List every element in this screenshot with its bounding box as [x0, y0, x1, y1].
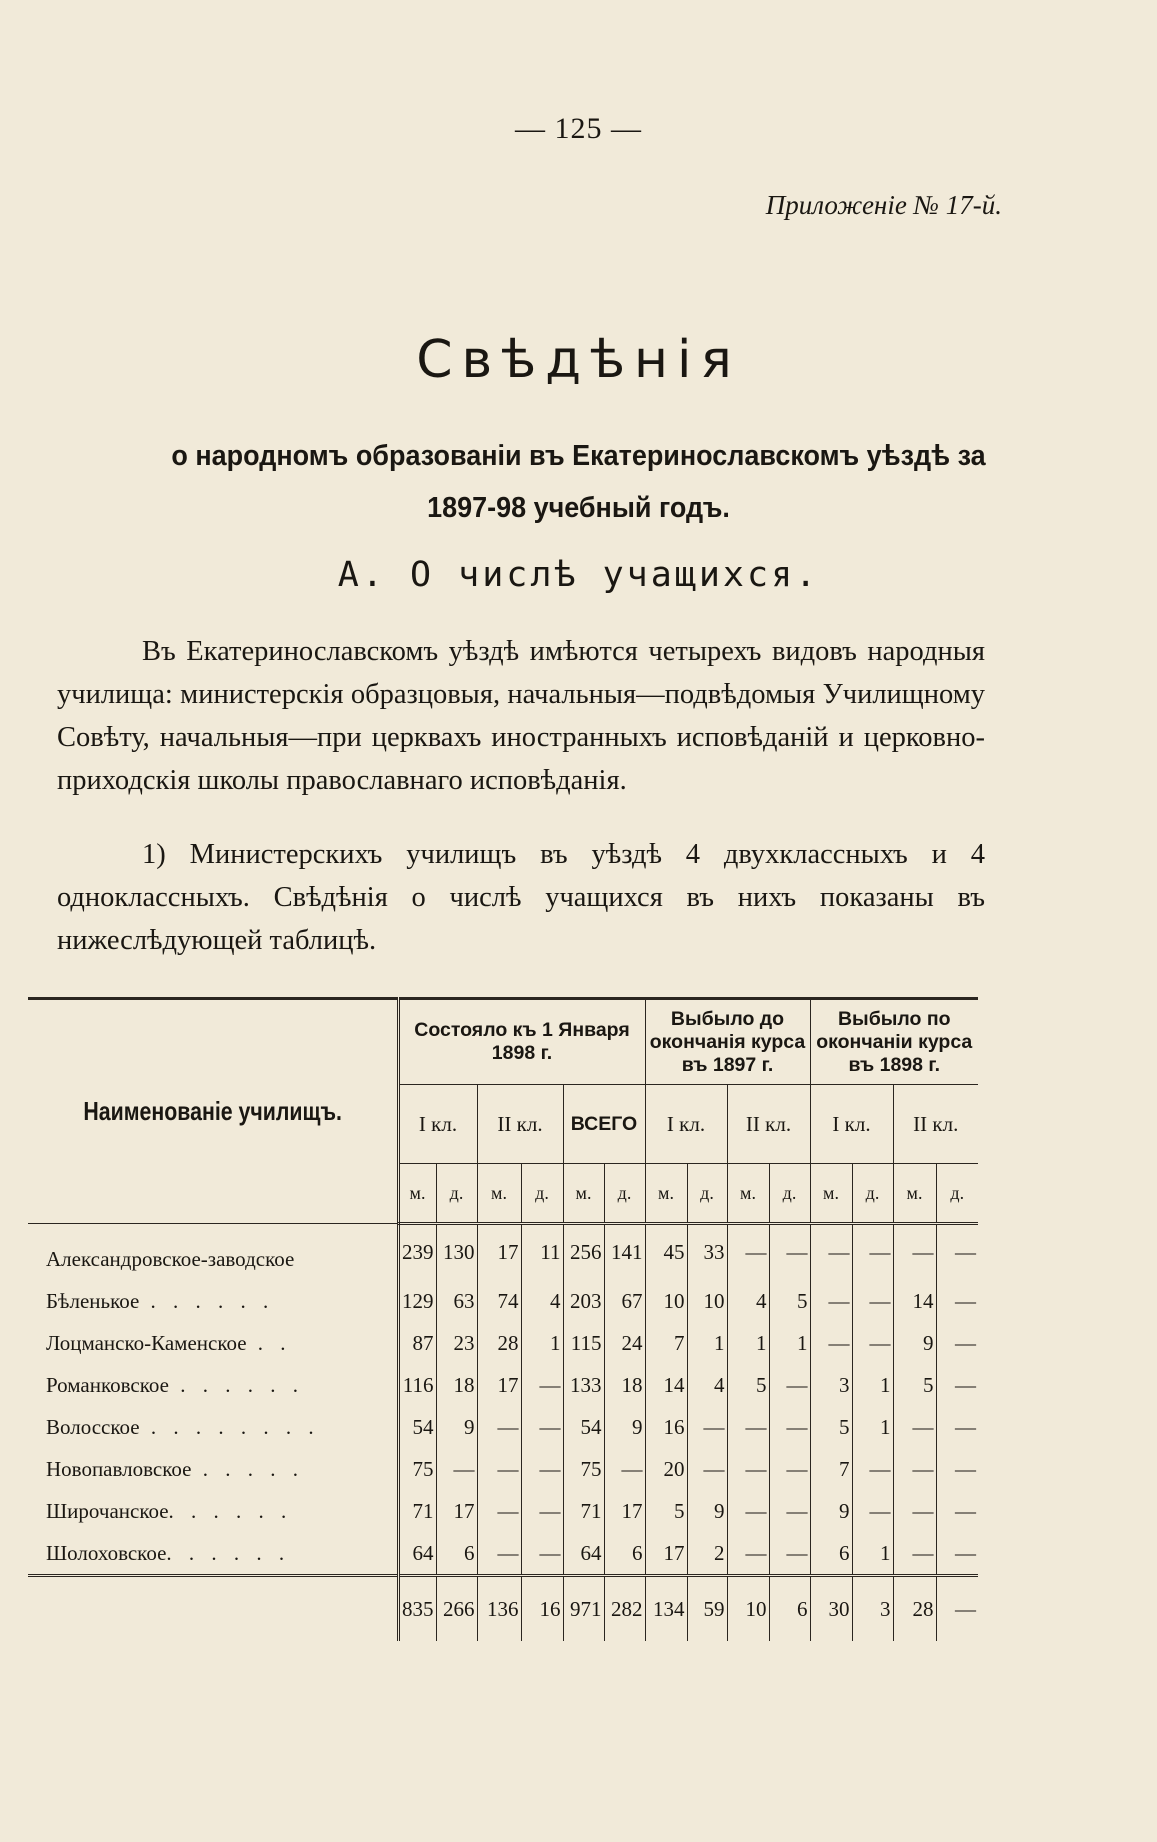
d-header: д.	[852, 1164, 893, 1224]
table-row	[28, 1448, 978, 1490]
group1-header: Состояло къ 1 Января 1898 г.	[398, 999, 645, 1085]
m-header: м.	[893, 1164, 936, 1224]
total-value-cell: 134	[645, 1576, 687, 1642]
school-name: Шолоховское	[46, 1540, 167, 1565]
total-value-cell: 30	[810, 1576, 852, 1642]
value-cell: —	[893, 1448, 936, 1490]
school-name: Волосское	[46, 1414, 140, 1439]
class1-header: I кл.	[645, 1085, 727, 1164]
school-name-cell	[28, 1532, 398, 1576]
dot-leader: . . . . . .	[168, 1372, 304, 1397]
value-cell: 4	[521, 1280, 563, 1322]
school-name-cell	[28, 1224, 398, 1281]
value-cell: 130	[436, 1224, 477, 1281]
value-cell: 6	[436, 1532, 477, 1576]
document-subtitle	[40, 430, 1116, 534]
dot-leader: . . . . . .	[168, 1498, 293, 1523]
value-cell: 18	[604, 1364, 645, 1406]
m-header: м.	[645, 1164, 687, 1224]
value-cell: —	[769, 1364, 810, 1406]
school-name-cell	[28, 1406, 398, 1448]
value-cell: 18	[436, 1364, 477, 1406]
name-header-cell	[28, 999, 398, 1224]
value-cell: 9	[604, 1406, 645, 1448]
value-cell: —	[936, 1280, 978, 1322]
school-name-cell	[28, 1364, 398, 1406]
value-cell: —	[769, 1490, 810, 1532]
value-cell: 141	[604, 1224, 645, 1281]
value-cell: —	[436, 1448, 477, 1490]
value-cell: 33	[687, 1224, 727, 1281]
value-cell: —	[687, 1406, 727, 1448]
value-cell: —	[936, 1490, 978, 1532]
value-cell: 87	[398, 1322, 436, 1364]
value-cell: 14	[893, 1280, 936, 1322]
document-title: Свѣдѣнія	[416, 330, 741, 390]
value-cell: —	[852, 1224, 893, 1281]
value-cell: —	[852, 1448, 893, 1490]
value-cell: 74	[477, 1280, 521, 1322]
dot-leader: . . . . . . . .	[139, 1414, 320, 1439]
value-cell: —	[936, 1364, 978, 1406]
totals-label-cell	[28, 1576, 398, 1642]
value-cell: —	[521, 1406, 563, 1448]
value-cell: —	[936, 1448, 978, 1490]
value-cell: —	[521, 1532, 563, 1576]
subtitle-line-2: 1897-98 учебный годъ.	[427, 492, 730, 524]
value-cell: —	[727, 1490, 769, 1532]
value-cell: 256	[563, 1224, 604, 1281]
value-cell: —	[727, 1406, 769, 1448]
value-cell: 54	[563, 1406, 604, 1448]
table-row	[28, 1224, 978, 1281]
value-cell: —	[521, 1490, 563, 1532]
school-name-cell	[28, 1490, 398, 1532]
table-row	[28, 1532, 978, 1576]
value-cell: 14	[645, 1364, 687, 1406]
value-cell: —	[727, 1532, 769, 1576]
value-cell: —	[810, 1322, 852, 1364]
paragraph-1: Въ Екатеринославскомъ уѣздѣ имѣются четырехъ видовъ народныя училища: министерскія образцовыя, начальныя—подвѣдомыя Училищному Совѣту, начальныя—при церквахъ иностранныхъ исповѣданій и церковно-приходскія школы православнаго исповѣданія.	[57, 636, 985, 796]
value-cell: 1	[852, 1364, 893, 1406]
page-number: — 125 —	[515, 112, 642, 145]
group3-header: Выбыло по окончаніи курса въ 1898 г.	[810, 999, 978, 1085]
table-body	[28, 1224, 978, 1576]
value-cell: 17	[477, 1364, 521, 1406]
value-cell: 6	[810, 1532, 852, 1576]
m-header: м.	[398, 1164, 436, 1224]
value-cell: 3	[810, 1364, 852, 1406]
value-cell: 7	[645, 1322, 687, 1364]
value-cell: 129	[398, 1280, 436, 1322]
value-cell: —	[521, 1364, 563, 1406]
value-cell: —	[893, 1406, 936, 1448]
value-cell: 16	[645, 1406, 687, 1448]
value-cell: 63	[436, 1280, 477, 1322]
school-name: Александровское-заводское	[46, 1246, 295, 1271]
d-header: д.	[521, 1164, 563, 1224]
value-cell: 115	[563, 1322, 604, 1364]
value-cell: —	[810, 1280, 852, 1322]
value-cell: 28	[477, 1322, 521, 1364]
value-cell: 7	[810, 1448, 852, 1490]
total-value-cell: 3	[852, 1576, 893, 1642]
value-cell: —	[852, 1322, 893, 1364]
total-value-cell: 6	[769, 1576, 810, 1642]
value-cell: —	[477, 1406, 521, 1448]
total-value-cell: —	[936, 1576, 978, 1642]
value-cell: —	[769, 1532, 810, 1576]
class2-header: II кл.	[477, 1085, 563, 1164]
value-cell: —	[477, 1532, 521, 1576]
value-cell: —	[477, 1448, 521, 1490]
value-cell: —	[727, 1224, 769, 1281]
m-header: м.	[477, 1164, 521, 1224]
total-value-cell: 16	[521, 1576, 563, 1642]
table-row	[28, 1490, 978, 1532]
value-cell: 239	[398, 1224, 436, 1281]
d-header: д.	[436, 1164, 477, 1224]
total-header: ВСЕГО	[563, 1085, 645, 1164]
value-cell: —	[604, 1448, 645, 1490]
value-cell: 5	[893, 1364, 936, 1406]
table-row	[28, 1406, 978, 1448]
value-cell: —	[893, 1490, 936, 1532]
value-cell: —	[687, 1448, 727, 1490]
value-cell: 64	[563, 1532, 604, 1576]
value-cell: 10	[687, 1280, 727, 1322]
value-cell: 1	[727, 1322, 769, 1364]
dot-leader: . . . . . .	[166, 1540, 291, 1565]
total-value-cell: 835	[398, 1576, 436, 1642]
value-cell: 67	[604, 1280, 645, 1322]
value-cell: 11	[521, 1224, 563, 1281]
class1-header: I кл.	[398, 1085, 477, 1164]
value-cell: 9	[893, 1322, 936, 1364]
total-value-cell: 282	[604, 1576, 645, 1642]
value-cell: 17	[477, 1224, 521, 1281]
total-value-cell: 59	[687, 1576, 727, 1642]
value-cell: 5	[727, 1364, 769, 1406]
d-header: д.	[687, 1164, 727, 1224]
m-header: м.	[563, 1164, 604, 1224]
total-value-cell: 136	[477, 1576, 521, 1642]
value-cell: —	[936, 1532, 978, 1576]
class2-header: II кл.	[893, 1085, 978, 1164]
total-value-cell: 10	[727, 1576, 769, 1642]
d-header: д.	[936, 1164, 978, 1224]
value-cell: 116	[398, 1364, 436, 1406]
appendix-label: Приложеніе № 17-й.	[765, 190, 1002, 220]
class1-header: I кл.	[810, 1085, 893, 1164]
value-cell: 1	[521, 1322, 563, 1364]
value-cell: 17	[436, 1490, 477, 1532]
value-cell: 23	[436, 1322, 477, 1364]
totals-row	[28, 1576, 978, 1642]
value-cell: —	[893, 1532, 936, 1576]
value-cell: 5	[645, 1490, 687, 1532]
value-cell: 1	[687, 1322, 727, 1364]
value-cell: 64	[398, 1532, 436, 1576]
dot-leader: . . . . .	[191, 1456, 304, 1481]
value-cell: 6	[604, 1532, 645, 1576]
value-cell: —	[769, 1448, 810, 1490]
value-cell: 4	[727, 1280, 769, 1322]
value-cell: 17	[645, 1532, 687, 1576]
value-cell: 203	[563, 1280, 604, 1322]
value-cell: —	[769, 1406, 810, 1448]
value-cell: 1	[852, 1406, 893, 1448]
name-header: Наименованіе училищъ.	[82, 1096, 342, 1126]
value-cell: —	[936, 1322, 978, 1364]
value-cell: —	[769, 1224, 810, 1281]
school-name-cell	[28, 1280, 398, 1322]
value-cell: 75	[398, 1448, 436, 1490]
value-cell: 9	[810, 1490, 852, 1532]
value-cell: 5	[810, 1406, 852, 1448]
paragraph-2: 1) Министерскихъ училищъ въ уѣздѣ 4 двухклассныхъ и 4 одноклассныхъ. Свѣдѣнія о числѣ учащихся въ нихъ показаны въ нижеслѣдующей таблицѣ.	[57, 839, 985, 956]
value-cell: 2	[687, 1532, 727, 1576]
value-cell: —	[936, 1406, 978, 1448]
value-cell: 5	[769, 1280, 810, 1322]
value-cell: 20	[645, 1448, 687, 1490]
table-row	[28, 1322, 978, 1364]
school-name: Романковское	[46, 1372, 169, 1397]
m-header: м.	[810, 1164, 852, 1224]
value-cell: 71	[398, 1490, 436, 1532]
value-cell: 54	[398, 1406, 436, 1448]
dot-leader: . . . . . .	[139, 1288, 275, 1313]
school-name: Широчанское	[46, 1498, 169, 1523]
school-name: Новопавловское	[46, 1456, 192, 1481]
value-cell: —	[477, 1490, 521, 1532]
school-name: Бѣленькое	[46, 1288, 140, 1313]
total-value-cell: 971	[563, 1576, 604, 1642]
value-cell: 1	[852, 1532, 893, 1576]
value-cell: —	[521, 1448, 563, 1490]
value-cell: 4	[687, 1364, 727, 1406]
value-cell: —	[852, 1490, 893, 1532]
value-cell: 17	[604, 1490, 645, 1532]
value-cell: 133	[563, 1364, 604, 1406]
d-header: д.	[769, 1164, 810, 1224]
table-row	[28, 1280, 978, 1322]
total-value-cell: 266	[436, 1576, 477, 1642]
value-cell: —	[727, 1448, 769, 1490]
school-name-cell	[28, 1448, 398, 1490]
section-heading: А. О числѣ учащихся.	[337, 555, 820, 595]
value-cell: 24	[604, 1322, 645, 1364]
value-cell: —	[852, 1280, 893, 1322]
table-header-row-1	[28, 999, 978, 1085]
value-cell: 71	[563, 1490, 604, 1532]
value-cell: 9	[687, 1490, 727, 1532]
class2-header: II кл.	[727, 1085, 810, 1164]
value-cell: 1	[769, 1322, 810, 1364]
value-cell: —	[810, 1224, 852, 1281]
schools-table	[28, 997, 978, 1641]
total-value-cell: 28	[893, 1576, 936, 1642]
value-cell: 75	[563, 1448, 604, 1490]
d-header: д.	[604, 1164, 645, 1224]
m-header: м.	[727, 1164, 769, 1224]
value-cell: —	[893, 1224, 936, 1281]
school-name: Лоцманско-Каменское	[46, 1330, 247, 1355]
value-cell: —	[936, 1224, 978, 1281]
dot-leader: . .	[246, 1330, 292, 1355]
table-row	[28, 1364, 978, 1406]
subtitle-line-1: о народномъ образованіи въ Екатеринославскомъ уѣздѣ за	[171, 440, 986, 472]
value-cell: 9	[436, 1406, 477, 1448]
school-name-cell	[28, 1322, 398, 1364]
value-cell: 45	[645, 1224, 687, 1281]
group2-header: Выбыло до окончанія курса въ 1897 г.	[645, 999, 810, 1085]
value-cell: 10	[645, 1280, 687, 1322]
